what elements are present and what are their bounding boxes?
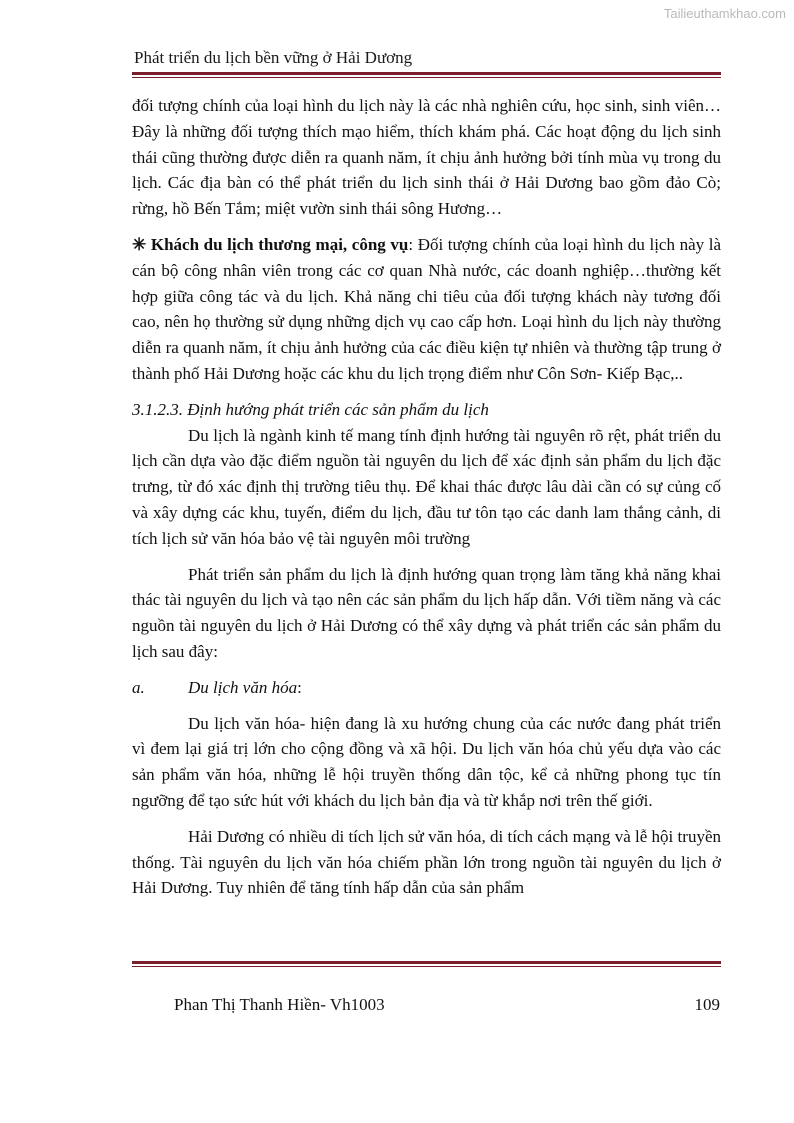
paragraph-product-development: Phát triển sản phẩm du lịch là định hướng quan trọng làm tăng khả năng khai thác tài nguyên du lịch và tạo nên các sản phẩm du lịch hấp dẫn. Với tiềm năng và các nguồn tài nguyên du lịch ở Hải Dương có thể xây dựng và phát triển các sản phẩm du lịch sau đây:	[132, 564, 721, 661]
list-label: a.	[132, 677, 145, 697]
asterisk-bullet-icon: ✳	[132, 234, 147, 254]
list-item-title: Du lịch văn hóa	[188, 677, 298, 697]
header-rule-thin	[132, 77, 721, 78]
bold-term: Khách du lịch thương mại, công vụ	[150, 234, 409, 254]
running-header-title: Phát triển du lịch bền vững ở Hải Dương	[134, 48, 413, 67]
page-body	[132, 93, 721, 911]
page-number: 109	[694, 995, 720, 1014]
footer-rule-thin	[132, 966, 721, 967]
paragraph-ecotourism-continued: đối tượng chính của loại hình du lịch này là các nhà nghiên cứu, học sinh, sinh viên…Đây là những đối tượng thích mạo hiểm, thích khám phá. Các hoạt động du lịch sinh thái cũng thường được diễn ra quanh năm, ít chịu ảnh hưởng bởi tính mùa vụ trong du lịch. Các địa bàn có thể phát triển du lịch sinh thái ở Hải Dương bao gồm đảo Cò; rừng, hồ Bến Tắm; miệt vườn sinh thái sông Hương…	[132, 96, 721, 219]
list-item-colon: :	[297, 677, 302, 697]
paragraph-cultural-tourism: Du lịch văn hóa- hiện đang là xu hướng chung của các nước đang phát triển vì đem lại giá trị lớn cho cộng đồng và xã hội. Du lịch văn hóa chủ yếu dựa vào các sản phẩm văn hóa, những lễ hội truyền thống dân tộc, kể cả những phong tục tín ngưỡng để tạo sức hút với khách du lịch bản địa và từ khắp nơi trên thế giới.	[132, 713, 721, 810]
section-subheading: 3.1.2.3. Định hướng phát triển các sản phẩm du lịch	[132, 399, 489, 419]
footer-rule-thick	[132, 961, 721, 964]
footer-author: Phan Thị Thanh Hiền- Vh1003	[174, 995, 385, 1014]
paragraph-business-travelers	[132, 232, 721, 387]
header-rule-thick	[132, 72, 721, 75]
paragraph-hai-duong-heritage: Hải Dương có nhiều di tích lịch sử văn hóa, di tích cách mạng và lễ hội truyền thống. Tài nguyên du lịch văn hóa chiếm phần lớn trong nguồn tài nguyên du lịch ở Hải Dương. Tuy nhiên để tăng tính hấp dẫn của sản phẩm	[132, 826, 721, 898]
list-item-a	[132, 675, 721, 701]
watermark: Tailieuthamkhao.com	[663, 6, 786, 21]
paragraph-orientation: Du lịch là ngành kinh tế mang tính định hướng tài nguyên rõ rệt, phát triển du lịch cần dựa vào đặc điểm nguồn tài nguyên du lịch để xác định sản phẩm du lịch đặc trưng, từ đó xác định thị trường tiêu thụ. Để khai thác được lâu dài cần có sự củng cố và xây dựng các khu, tuyến, điểm du lịch, đầu tư tôn tạo các danh lam thắng cảnh, di tích lịch sử văn hóa bảo vệ tài nguyên môi trường	[132, 425, 721, 548]
paragraph-text: : Đối tượng chính của loại hình du lịch này là cán bộ công nhân viên trong các cơ quan Nhà nước, các doanh nghiệp…thường kết hợp giữa công tác và du lịch. Khả năng chi tiêu của đối tượng khách này tương đối cao, nên họ thường sử dụng những dịch vụ cao cấp hơn. Loại hình du lịch này thường diễn ra quanh năm, ít chịu ảnh hưởng của các điều kiện tự nhiên và thường tập trung ở thành phố Hải Dương hoặc các khu du lịch trọng điểm như Côn Sơn- Kiếp Bạc,..	[132, 234, 722, 383]
list-item-text-wrap	[188, 675, 302, 701]
